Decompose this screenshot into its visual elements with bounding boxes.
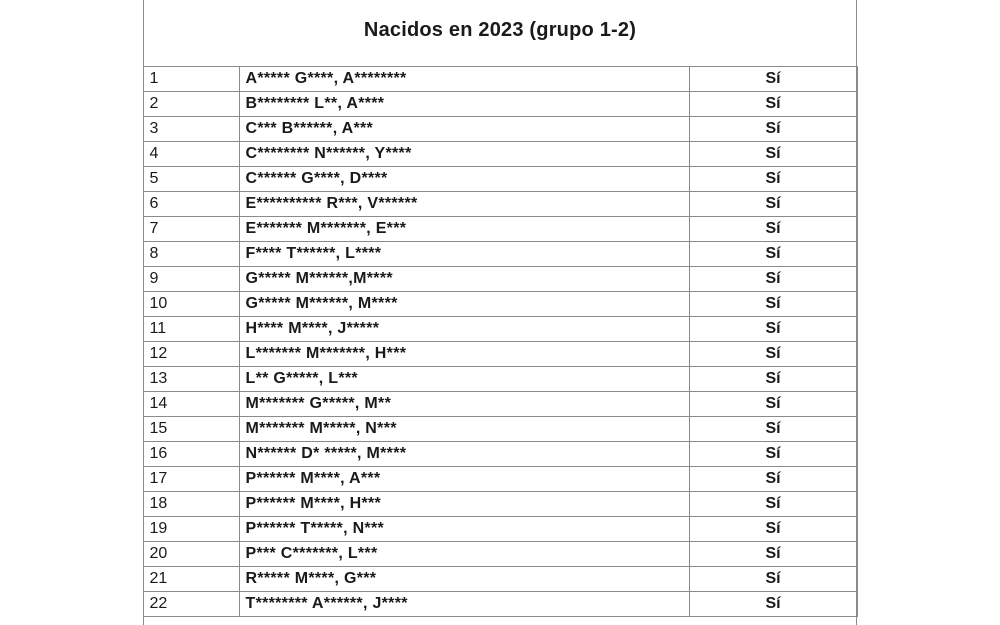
child-name: E********** R***, V****** (239, 192, 689, 217)
status-value: Sí (689, 67, 857, 92)
child-name: R***** M****, G*** (239, 567, 689, 592)
child-name: C****** G****, D**** (239, 167, 689, 192)
row-number: 1 (143, 67, 239, 92)
status-value: Sí (689, 292, 857, 317)
row-number: 21 (143, 567, 239, 592)
row-number: 7 (143, 217, 239, 242)
status-value: Sí (689, 242, 857, 267)
status-value: Sí (689, 342, 857, 367)
row-number: 12 (143, 342, 239, 367)
child-name: L** G*****, L*** (239, 367, 689, 392)
table-header (144, 0, 856, 66)
row-number: 22 (143, 592, 239, 617)
status-value: Sí (689, 167, 857, 192)
table-row (143, 267, 857, 292)
table-row (143, 117, 857, 142)
child-name: P****** M****, H*** (239, 492, 689, 517)
table-row (143, 467, 857, 492)
status-value: Sí (689, 417, 857, 442)
row-number: 13 (143, 367, 239, 392)
table-row (143, 592, 857, 617)
row-number: 18 (143, 492, 239, 517)
roster-sheet (143, 0, 857, 625)
status-value: Sí (689, 92, 857, 117)
child-name: G***** M******,M**** (239, 267, 689, 292)
table-row (143, 342, 857, 367)
status-value: Sí (689, 567, 857, 592)
table-row (143, 517, 857, 542)
table-row (143, 367, 857, 392)
child-name: T******** A******, J**** (239, 592, 689, 617)
row-number: 5 (143, 167, 239, 192)
table-row (143, 392, 857, 417)
child-name: G***** M******, M**** (239, 292, 689, 317)
status-value: Sí (689, 542, 857, 567)
row-number: 10 (143, 292, 239, 317)
child-name: P****** M****, A*** (239, 467, 689, 492)
status-value: Sí (689, 517, 857, 542)
row-number: 6 (143, 192, 239, 217)
child-name: E******* M*******, E*** (239, 217, 689, 242)
status-value: Sí (689, 492, 857, 517)
child-name: M******* G*****, M** (239, 392, 689, 417)
child-name: H**** M****, J***** (239, 317, 689, 342)
table-row (143, 442, 857, 467)
row-number: 8 (143, 242, 239, 267)
status-value: Sí (689, 192, 857, 217)
table-row (143, 292, 857, 317)
table-row (143, 317, 857, 342)
row-number: 14 (143, 392, 239, 417)
row-number: 11 (143, 317, 239, 342)
status-value: Sí (689, 267, 857, 292)
row-number: 3 (143, 117, 239, 142)
status-value: Sí (689, 442, 857, 467)
table-row (143, 92, 857, 117)
child-name: L******* M*******, H*** (239, 342, 689, 367)
table-row (143, 192, 857, 217)
child-name: N****** D* *****, M**** (239, 442, 689, 467)
child-name: C*** B******, A*** (239, 117, 689, 142)
row-number: 16 (143, 442, 239, 467)
child-name: B******** L**, A**** (239, 92, 689, 117)
status-value: Sí (689, 592, 857, 617)
child-name: A***** G****, A******** (239, 67, 689, 92)
page-title: Nacidos en 2023 (grupo 1-2) (363, 18, 637, 41)
roster-table-body (143, 67, 857, 617)
child-name: P****** T*****, N*** (239, 517, 689, 542)
table-row (143, 217, 857, 242)
status-value: Sí (689, 317, 857, 342)
table-row (143, 492, 857, 517)
table-row (143, 242, 857, 267)
roster-table (143, 66, 858, 617)
table-row (143, 142, 857, 167)
status-value: Sí (689, 367, 857, 392)
status-value: Sí (689, 142, 857, 167)
table-row (143, 67, 857, 92)
row-number: 17 (143, 467, 239, 492)
row-number: 15 (143, 417, 239, 442)
status-value: Sí (689, 217, 857, 242)
status-value: Sí (689, 392, 857, 417)
row-number: 4 (143, 142, 239, 167)
child-name: M******* M*****, N*** (239, 417, 689, 442)
row-number: 9 (143, 267, 239, 292)
child-name: C******** N******, Y**** (239, 142, 689, 167)
row-number: 20 (143, 542, 239, 567)
table-row (143, 567, 857, 592)
table-row (143, 167, 857, 192)
status-value: Sí (689, 467, 857, 492)
child-name: F**** T******, L**** (239, 242, 689, 267)
child-name: P*** C*******, L*** (239, 542, 689, 567)
status-value: Sí (689, 117, 857, 142)
row-number: 19 (143, 517, 239, 542)
row-number: 2 (143, 92, 239, 117)
table-row (143, 417, 857, 442)
table-row (143, 542, 857, 567)
